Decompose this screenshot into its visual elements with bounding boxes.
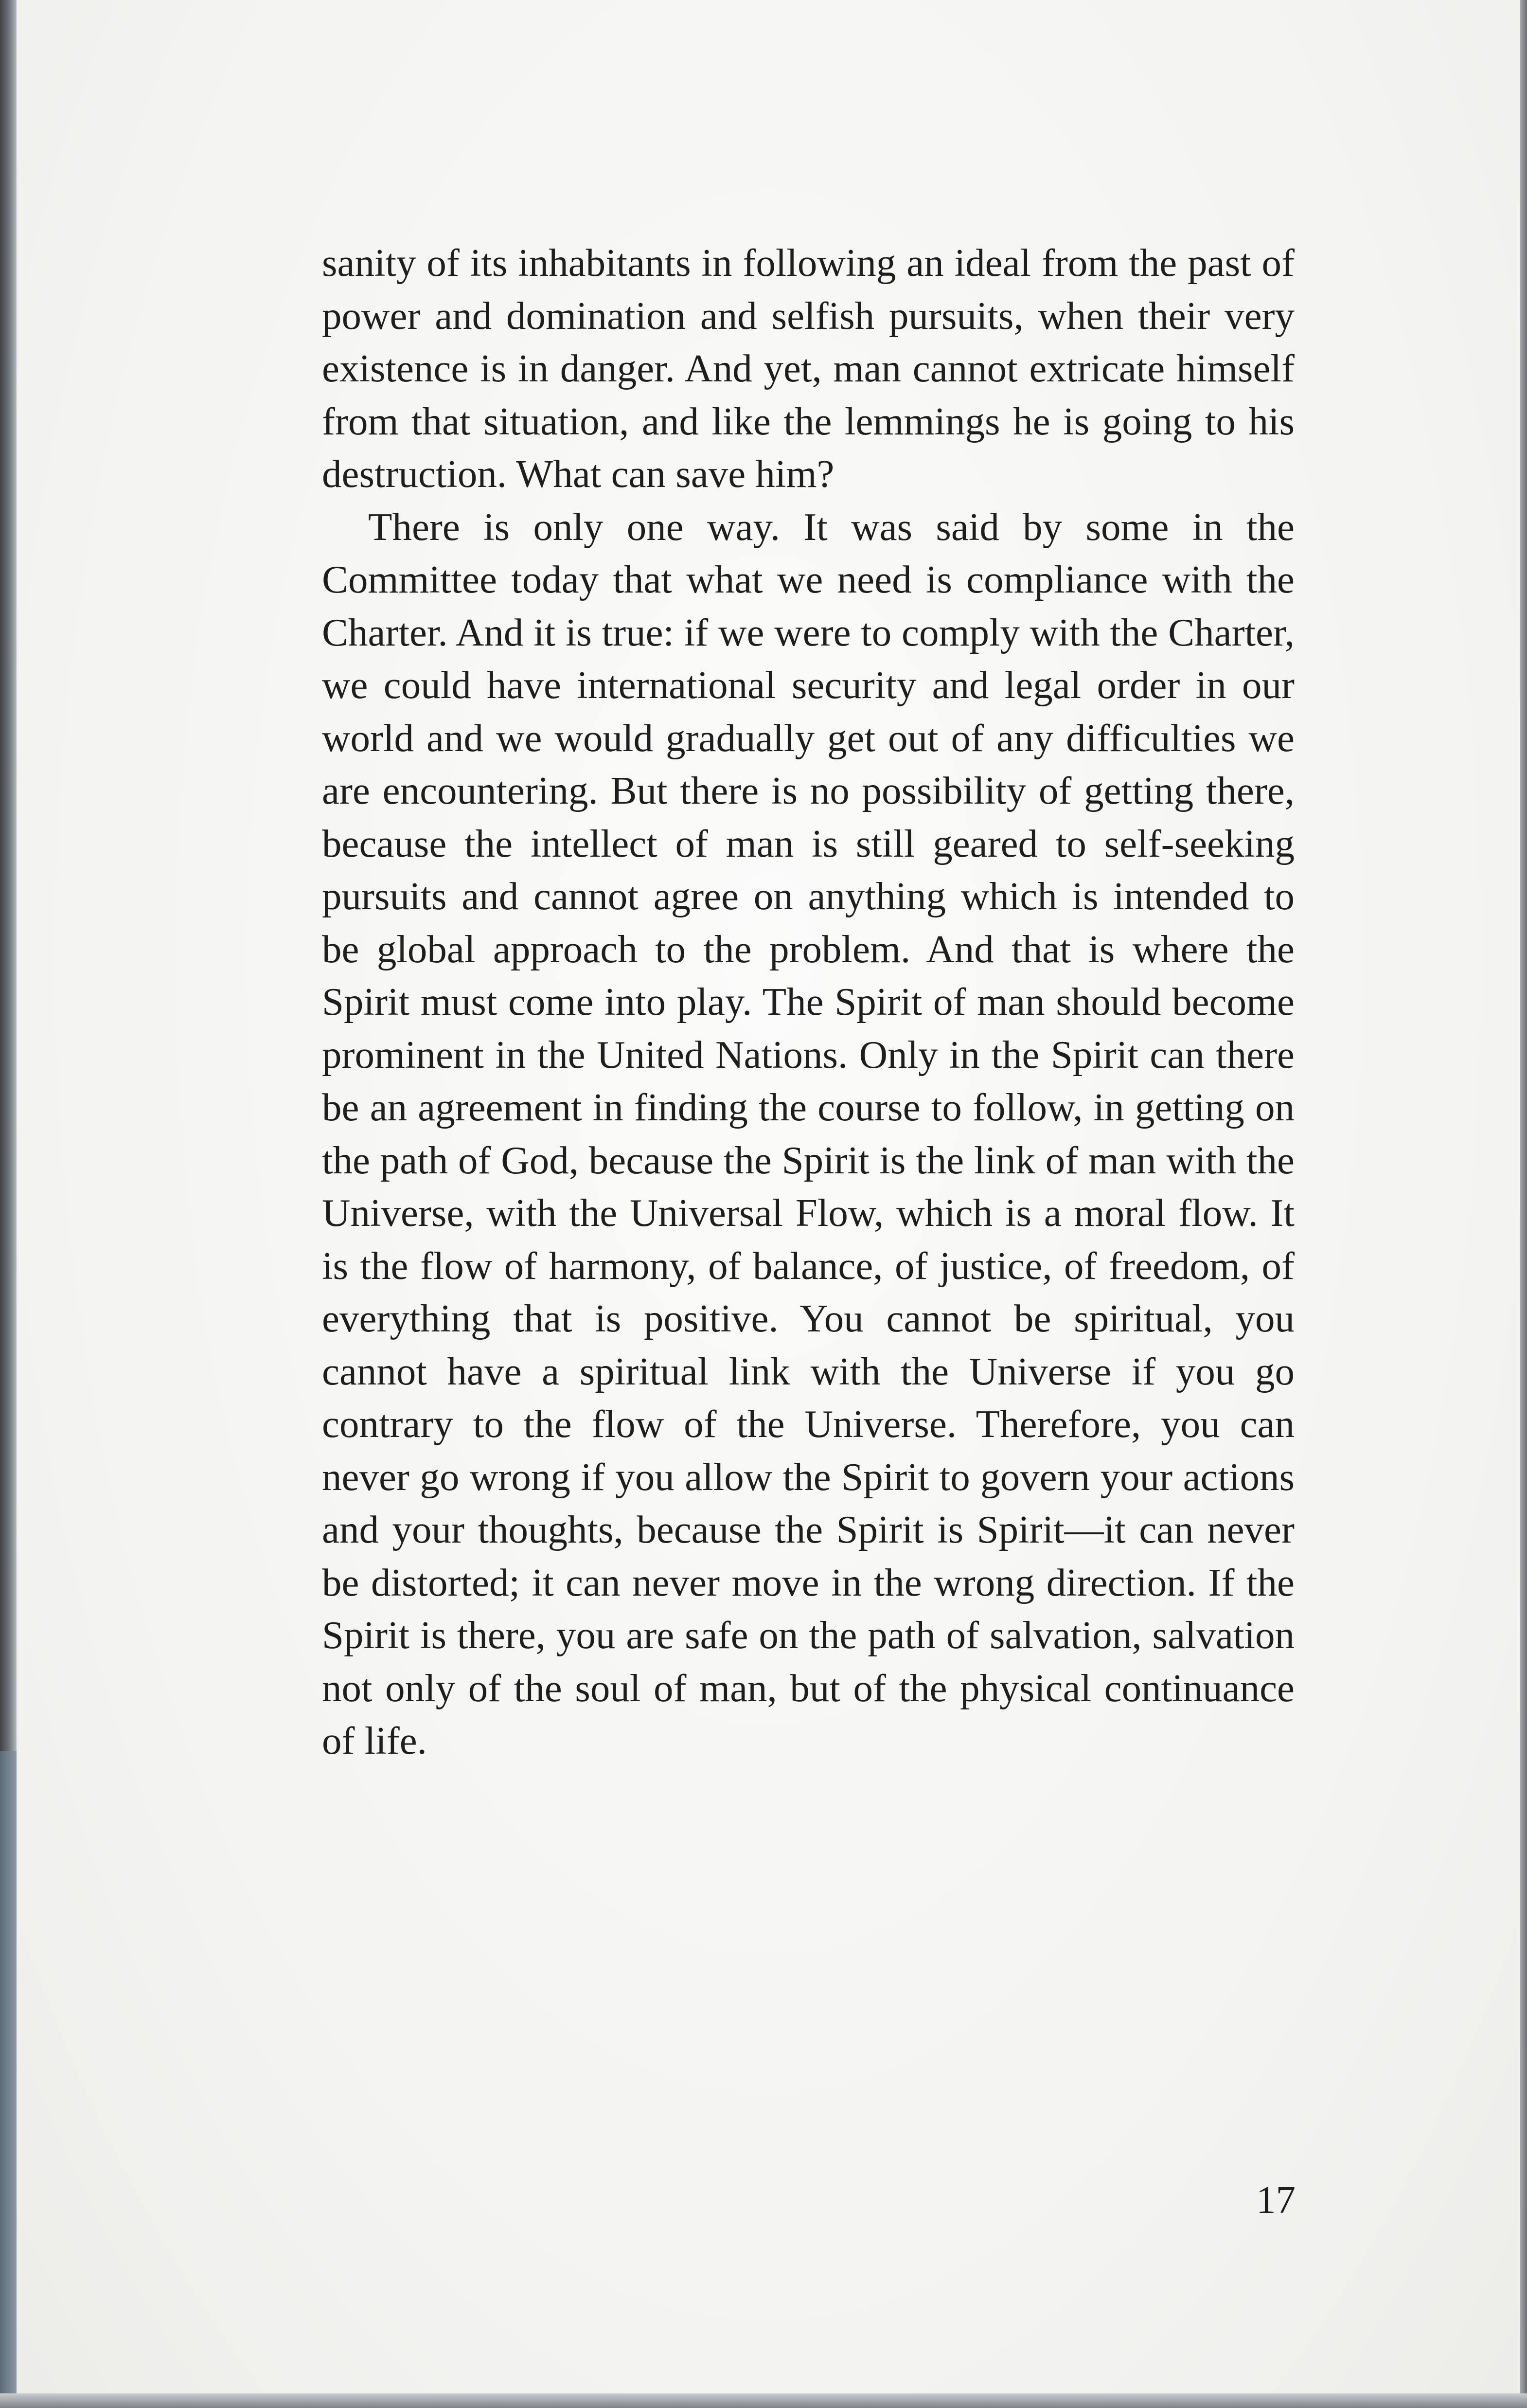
scan-edge-right: [1520, 0, 1527, 2408]
body-text: [322, 236, 1295, 1767]
paragraph-1: sanity of its inhabitants in following an ideal from the past of power and domination and selfish pursuits, when their very existence is in danger. And yet, man cannot extricate himself from that situation, and like the lemmings he is going to his destruction. What can save him?: [322, 241, 1295, 496]
scan-edge-bottom: [0, 2393, 1527, 2408]
page-number: 17: [1256, 2178, 1296, 2222]
paragraph-2: There is only one way. It was said by some in the Committee today that what we need is compliance with the Charter. And it is true: if we were to comply with the Charter, we could have international security and legal order in our world and we would gradually get out of any difficulties we are encountering. But there is no possibility of getting there, because the intellect of man is still geared to self-seeking pursuits and cannot agree on anything which is intended to be global approach to the problem. And that is where the Spirit must come into play. The Spirit of man should become prominent in the United Nations. Only in the Spirit can there be an agreement in finding the course to follow, in getting on the path of God, because the Spirit is the link of man with the Universe, with the Universal Flow, which is a moral flow. It is the flow of harmony, of balance, of justice, of freedom, of everything that is positive. You cannot be spiritual, you cannot have a spiritual link with the Universe if you go contrary to the flow of the Universe. Therefore, you can never go wrong if you allow the Spirit to govern your actions and your thoughts, because the Spirit is Spirit—it can never be distorted; it can never move in the wrong direction. If the Spirit is there, you are safe on the path of salvation, salvation not only of the soul of man, but of the physical continuance of life.: [322, 504, 1295, 1762]
book-page: [17, 0, 1520, 2393]
